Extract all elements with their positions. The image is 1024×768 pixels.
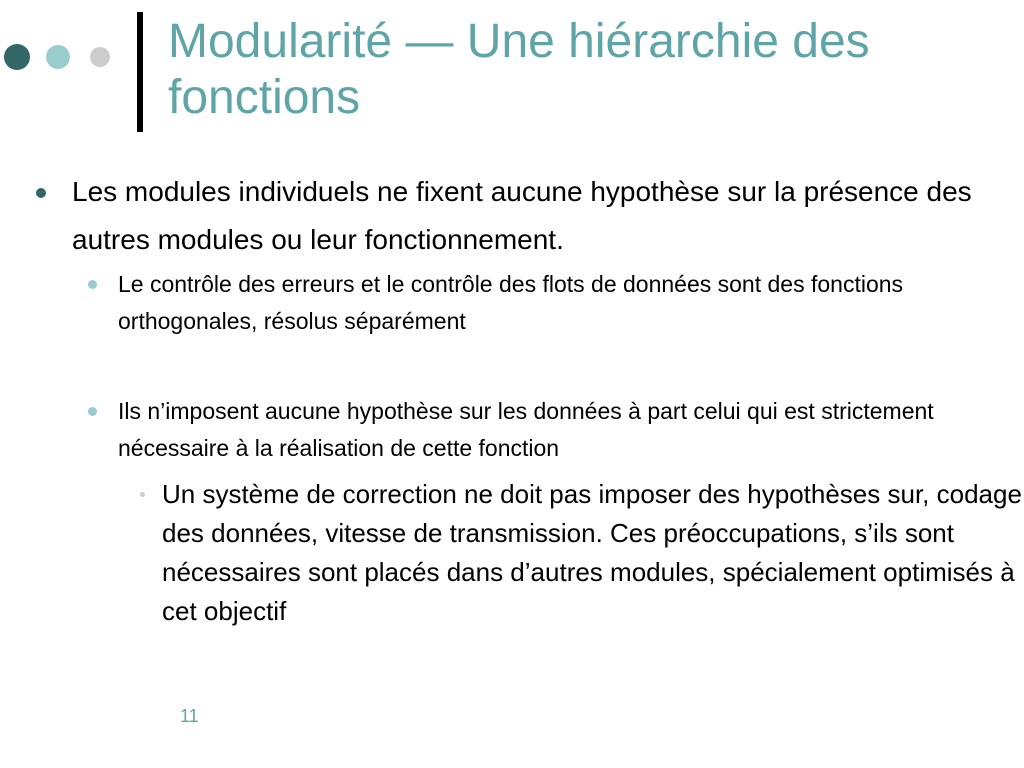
page-number: 11 (180, 706, 199, 726)
bullet-level-3 (162, 475, 1022, 631)
decorative-dots (0, 44, 130, 74)
title-divider (137, 12, 143, 132)
bullet-text: Ils n’imposent aucune hypothèse sur les données à part celui qui est strictement nécessaire à la réalisation de cette fonction (118, 398, 934, 461)
grey-dot-icon (90, 47, 110, 67)
slide-title: Modularité — Une hiérarchie des fonctions (168, 15, 870, 124)
bullet-icon (88, 407, 97, 416)
bullet-level-1 (72, 168, 982, 264)
bullet-level-2 (118, 266, 998, 340)
bullet-text: Un système de correction ne doit pas imposer des hypothèses sur, codage des données, vitesse de transmission. Ces préoccupations, s’ils sont nécessaires sont placés dans d’autres modules, spécialement optimisés à cet objectif (162, 479, 1022, 626)
bullet-icon (88, 280, 97, 289)
bullet-icon (140, 492, 145, 497)
light-dot-icon (46, 45, 70, 69)
bullet-text: Les modules individuels ne fixent aucune hypothèse sur la présence des autres modules ou leur fonctionnement. (72, 176, 972, 255)
bullet-text: Le contrôle des erreurs et le contrôle des flots de données sont des fonctions orthogonales, résolus séparément (118, 271, 904, 334)
bullet-icon (36, 188, 46, 198)
dark-dot-icon (4, 44, 30, 70)
bullet-level-2 (118, 393, 998, 467)
